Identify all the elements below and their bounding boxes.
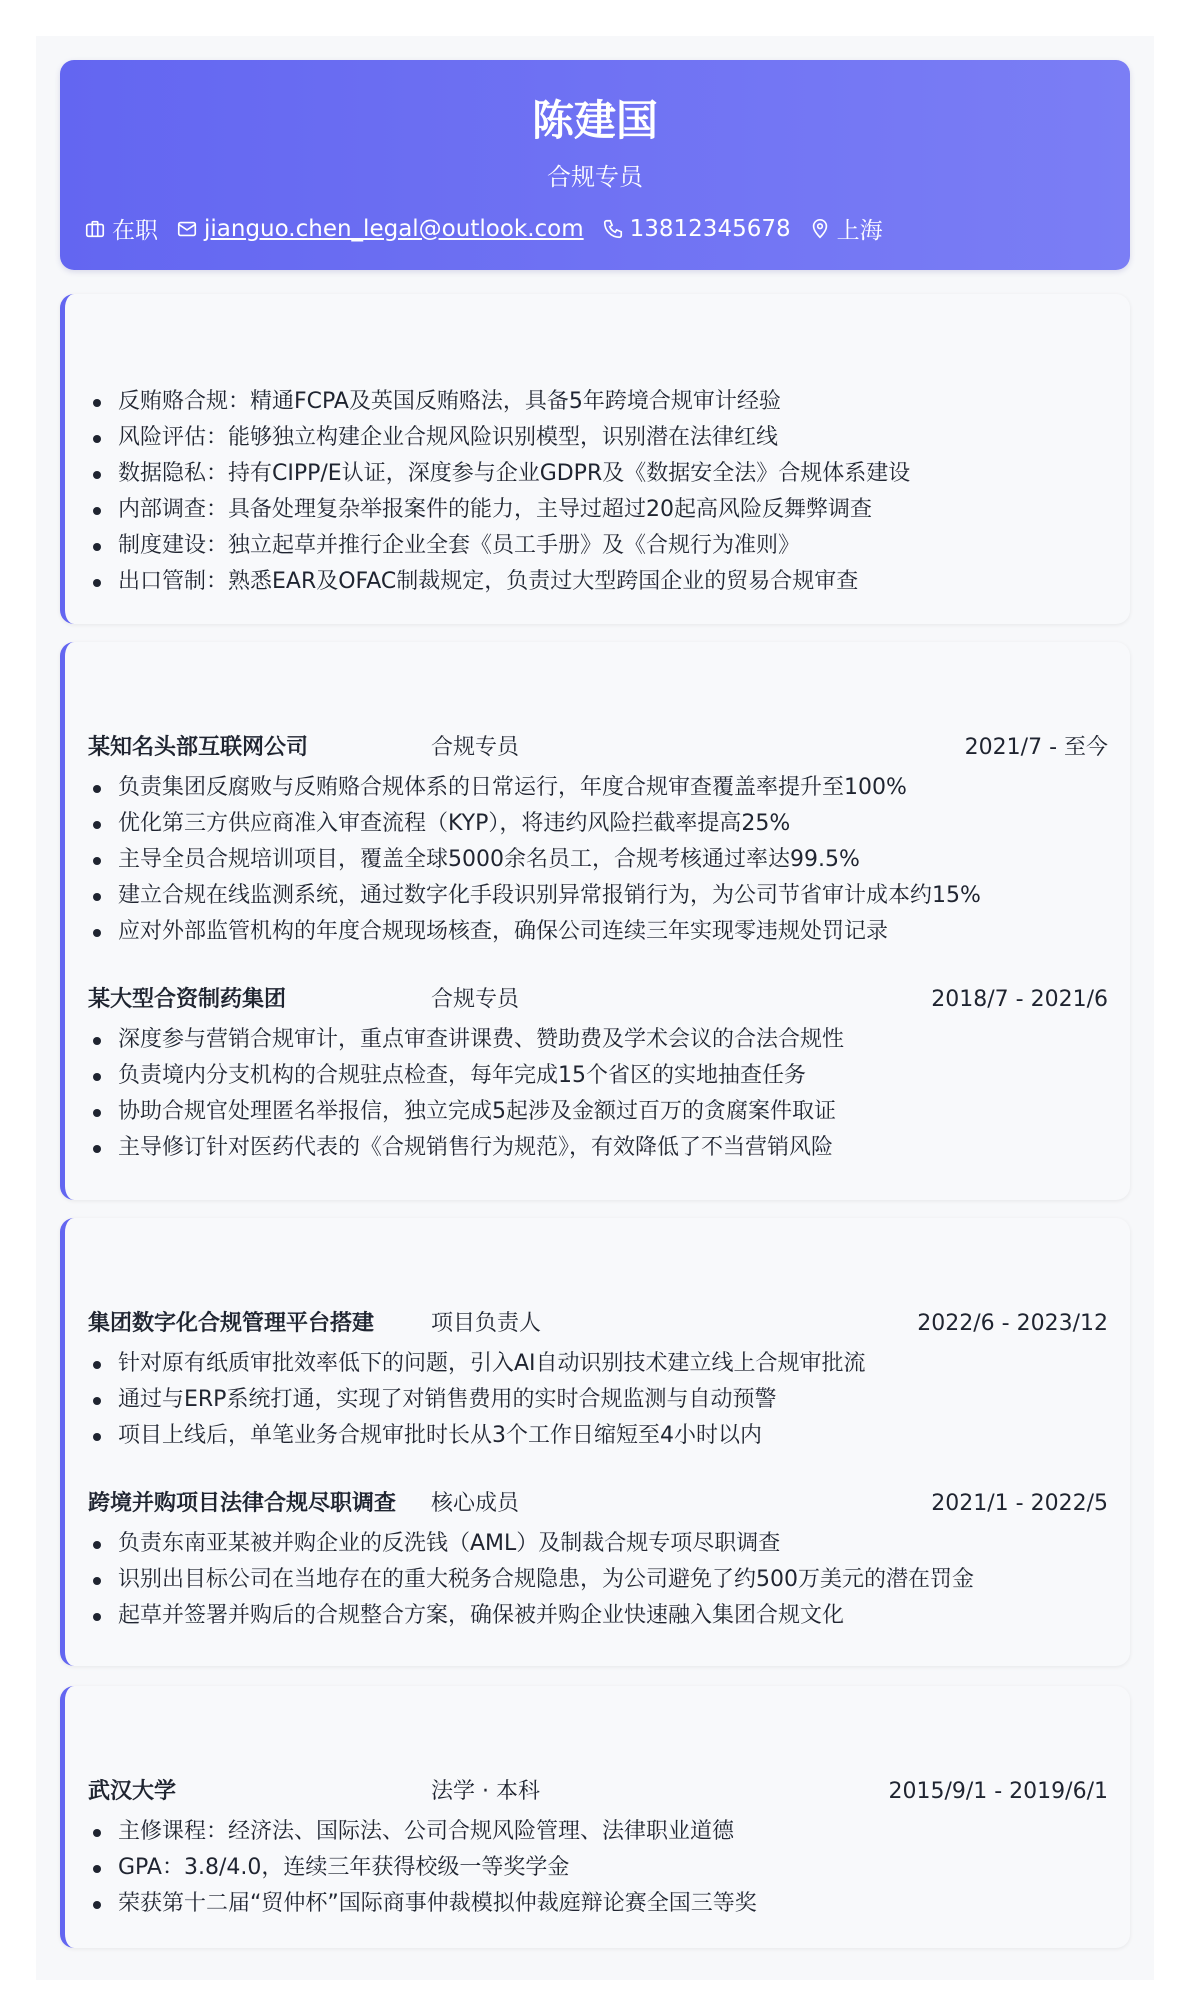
list-item: 主修课程：经济法、国际法、公司合规风险管理、法律职业道德 [88, 1814, 757, 1850]
list-item: 应对外部监管机构的年度合规现场核查，确保公司连续三年实现零违规处罚记录 [88, 914, 981, 950]
project-role: 项目负责人 [431, 1311, 542, 1336]
list-item: 优化第三方供应商准入审查流程（KYP），将违约风险拦截率提高25% [88, 806, 981, 842]
phone-number: 13812345678 [629, 215, 791, 242]
list-item: 起草并签署并购后的合规整合方案，确保被并购企业快速融入集团合规文化 [88, 1598, 974, 1634]
work-bullets [88, 770, 981, 950]
list-item: 荣获第十二届“贸仲杯”国际商事仲裁模拟仲裁庭辩论赛全国三等奖 [88, 1886, 757, 1922]
work-entry-header [88, 731, 1108, 765]
list-item: 建立合规在线监测系统，通过数字化手段识别异常报销行为，为公司节省审计成本约15% [88, 878, 981, 914]
projects-section [60, 1218, 1130, 1666]
list-item: 负责东南亚某被并购企业的反洗钱（AML）及制裁合规专项尽职调查 [88, 1526, 974, 1562]
status-item [84, 212, 158, 245]
degree: 法学 · 本科 [431, 1779, 540, 1804]
project-entry-header [88, 1307, 1108, 1341]
list-item: 针对原有纸质审批效率低下的问题，引入AI自动识别技术建立线上合规审批流 [88, 1346, 866, 1382]
mail-icon [176, 218, 198, 240]
project-entry-header [88, 1487, 1108, 1521]
contact-bar [84, 212, 901, 245]
project-bullets [88, 1346, 866, 1454]
position: 合规专员 [431, 735, 520, 760]
list-item: 识别出目标公司在当地存在的重大税务合规隐患，为公司避免了约500万美元的潜在罚金 [88, 1562, 974, 1598]
period: 2021/1 - 2022/5 [931, 1491, 1108, 1516]
phone-item [602, 216, 791, 242]
list-item: 出口管制：熟悉EAR及OFAC制裁规定，负责过大型跨国企业的贸易合规审查 [88, 564, 910, 600]
project-bullets [88, 1526, 974, 1634]
list-item: 主导全员合规培训项目，覆盖全球5000余名员工，合规考核通过率达99.5% [88, 842, 981, 878]
education-entry-header [88, 1775, 1108, 1809]
list-item: 内部调查：具备处理复杂举报案件的能力，主导过超过20起高风险反舞弊调查 [88, 492, 910, 528]
period: 2022/6 - 2023/12 [917, 1311, 1108, 1336]
candidate-name: 陈建国 [531, 96, 658, 145]
list-item: 主导修订针对医药代表的《合规销售行为规范》，有效降低了不当营销风险 [88, 1130, 844, 1166]
period: 2021/7 - 至今 [964, 735, 1108, 760]
position: 合规专员 [431, 987, 520, 1012]
work-entry-header [88, 983, 1108, 1017]
company-name: 某知名头部互联网公司 [88, 735, 309, 760]
period: 2015/9/1 - 2019/6/1 [888, 1779, 1108, 1804]
school-name: 武汉大学 [88, 1779, 177, 1804]
phone-icon [602, 218, 624, 240]
skills-section [60, 294, 1130, 624]
list-item: 制度建设：独立起草并推行企业全套《员工手册》及《合规行为准则》 [88, 528, 910, 564]
list-item: 深度参与营销合规审计，重点审查讲课费、赞助费及学术会议的合法合规性 [88, 1022, 844, 1058]
period: 2018/7 - 2021/6 [931, 987, 1108, 1012]
list-item: 通过与ERP系统打通，实现了对销售费用的实时合规监测与自动预警 [88, 1382, 866, 1418]
list-item: 风险评估：能够独立构建企业合规风险识别模型，识别潜在法律红线 [88, 420, 910, 456]
list-item: 反贿赂合规：精通FCPA及英国反贿赂法，具备5年跨境合规审计经验 [88, 384, 910, 420]
location-item [809, 212, 883, 245]
email-item [176, 216, 584, 242]
location-pin-icon [809, 218, 831, 240]
list-item: GPA：3.8/4.0，连续三年获得校级一等奖学金 [88, 1850, 757, 1886]
resume-page [36, 36, 1154, 1980]
employment-status: 在职 [112, 218, 158, 244]
company-name: 某大型合资制药集团 [88, 987, 287, 1012]
location-text: 上海 [836, 218, 883, 244]
education-section [60, 1686, 1130, 1948]
list-item: 协助合规官处理匿名举报信，独立完成5起涉及金额过百万的贪腐案件取证 [88, 1094, 844, 1130]
project-name: 集团数字化合规管理平台搭建 [88, 1311, 375, 1336]
list-item: 数据隐私：持有CIPP/E认证，深度参与企业GDPR及《数据安全法》合规体系建设 [88, 456, 910, 492]
resume-header [60, 60, 1130, 270]
list-item: 负责集团反腐败与反贿赂合规体系的日常运行，年度合规审查覆盖率提升至100% [88, 770, 981, 806]
list-item: 负责境内分支机构的合规驻点检查，每年完成15个省区的实地抽查任务 [88, 1058, 844, 1094]
skills-list [88, 384, 910, 600]
email-link[interactable]: jianguo.chen_legal@outlook.com [204, 215, 584, 242]
project-name: 跨境并购项目法律合规尽职调查 [88, 1491, 397, 1516]
briefcase-icon [84, 218, 106, 240]
education-bullets [88, 1814, 757, 1922]
list-item: 项目上线后，单笔业务合规审批时长从3个工作日缩短至4小时以内 [88, 1418, 866, 1454]
job-title: 合规专员 [547, 163, 643, 191]
work-bullets [88, 1022, 844, 1166]
work-experience-section [60, 642, 1130, 1200]
project-role: 核心成员 [431, 1491, 520, 1516]
